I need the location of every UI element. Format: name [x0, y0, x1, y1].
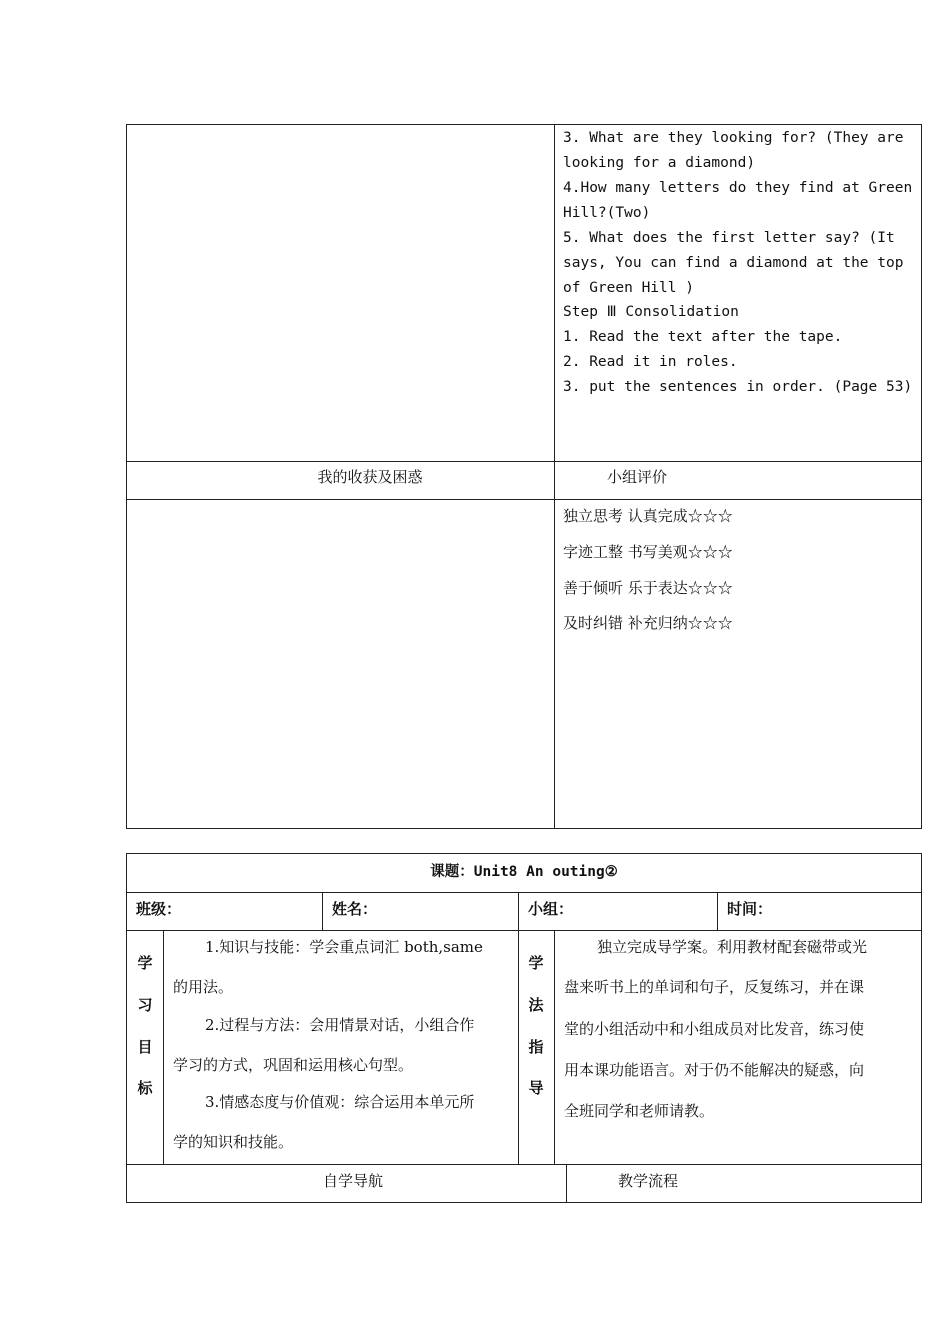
- goals-line: 学的知识和技能。: [173, 1133, 294, 1151]
- step-heading: Step Ⅲ Consolidation: [563, 304, 739, 320]
- text-line: says, You can find a diamond at the top: [563, 255, 904, 271]
- text-line: 2. Read it in roles.: [563, 354, 738, 370]
- goals-line: 1.知识与技能：学会重点词汇 both,same: [205, 938, 483, 956]
- group-eval-header: 小组评价: [607, 468, 668, 486]
- goals-label-char: 标: [137, 1079, 153, 1097]
- goals-line: 学习的方式，巩固和运用核心句型。: [173, 1056, 414, 1074]
- goals-line: 3.情感态度与价值观：综合运用本单元所: [205, 1093, 475, 1111]
- eval-item: 及时纠错 补充归纳☆☆☆: [563, 614, 733, 632]
- group-field-label: 小组：: [528, 900, 574, 918]
- name-field-label: 姓名：: [332, 900, 378, 918]
- text-line: 4.How many letters do they find at Green: [563, 180, 913, 196]
- lesson-title: 课题：Unit8 An outing②: [430, 864, 618, 880]
- goals-label-char: 习: [137, 996, 153, 1014]
- method-label-char: 法: [528, 996, 544, 1014]
- class-field-label: 班级：: [136, 900, 182, 918]
- eval-item: 善于倾听 乐于表达☆☆☆: [563, 579, 733, 597]
- gains-header: 我的收获及困惑: [317, 468, 423, 486]
- time-field-label: 时间：: [727, 900, 773, 918]
- text-line: 1. Read the text after the tape.: [563, 329, 843, 345]
- method-line: 独立完成导学案。利用教材配套磁带或光: [597, 938, 868, 956]
- method-label-char: 指: [528, 1038, 544, 1056]
- text-line: of Green Hill ): [563, 280, 694, 296]
- eval-item: 字迹工整 书写美观☆☆☆: [563, 543, 733, 561]
- goals-line: 2.过程与方法：会用情景对话，小组合作: [205, 1016, 475, 1034]
- teaching-flow-header: 教学流程: [618, 1172, 679, 1190]
- text-line: looking for a diamond): [563, 155, 756, 171]
- method-line: 盘来听书上的单词和句子，反复练习，并在课: [564, 978, 865, 996]
- goals-label-char: 学: [137, 954, 153, 972]
- eval-item: 独立思考 认真完成☆☆☆: [563, 507, 733, 525]
- method-line: 堂的小组活动中和小组成员对比发音，练习使: [564, 1020, 865, 1038]
- method-label-char: 导: [528, 1079, 544, 1097]
- text-line: Hill?(Two): [563, 205, 651, 221]
- self-study-header: 自学导航: [322, 1172, 383, 1190]
- text-line: 3. put the sentences in order. (Page 53): [563, 379, 913, 395]
- method-line: 全班同学和老师请教。: [564, 1102, 715, 1120]
- text-line: 3. What are they looking for? (They are: [563, 130, 904, 146]
- goals-label-char: 目: [137, 1038, 153, 1056]
- text-line: 5. What does the first letter say? (It: [563, 230, 895, 246]
- method-line: 用本课功能语言。对于仍不能解决的疑惑，向: [564, 1061, 865, 1079]
- goals-line: 的用法。: [173, 978, 234, 996]
- method-label-char: 学: [528, 954, 544, 972]
